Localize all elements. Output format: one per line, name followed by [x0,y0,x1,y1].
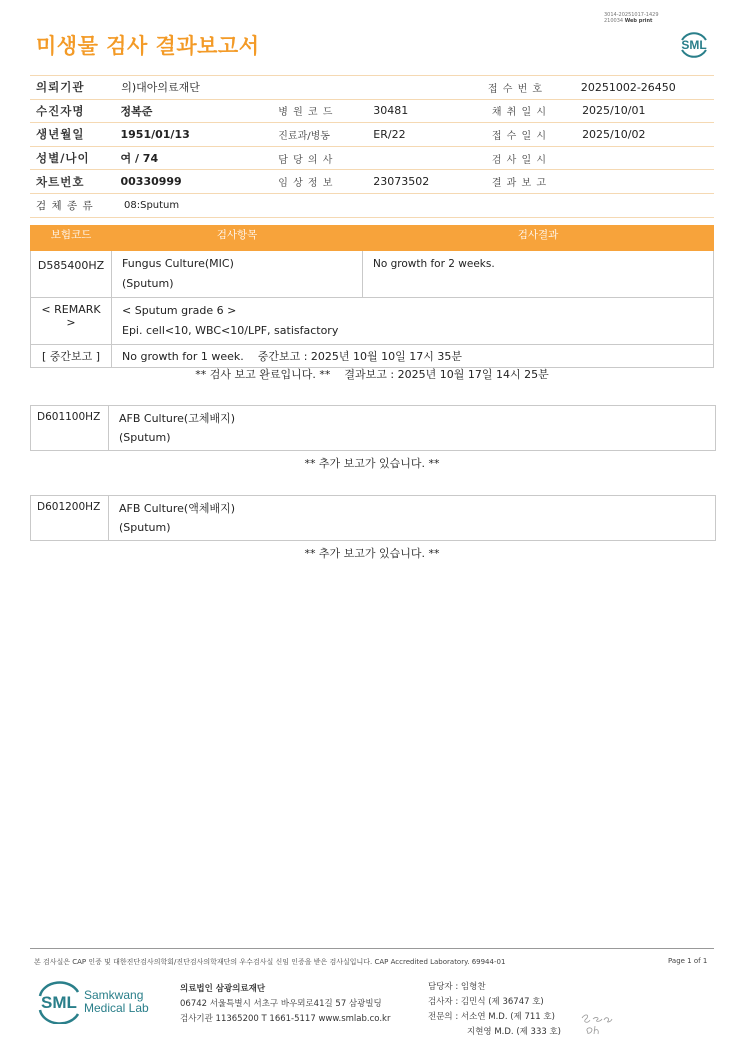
info-row: 의뢰기관 의)대아의료재단 접 수 번 호 20251002-26450 [30,76,714,100]
results-table [30,225,714,368]
staff-tester: 검사자 : 김민식 (제 36747 호) [428,997,544,1007]
print-info: 3014-20251017-1429 210034 Web print [604,12,659,24]
org-name: 의료법인 삼광의료재단 [180,984,266,994]
info-row: 차트번호 00330999 임 상 정 보 23073502 결 과 보 고 [30,170,714,194]
report-complete-note: ** 검사 보고 완료입니다. ** 결과보고 : 2025년 10월 17일 14시 25분 [195,368,549,381]
test-item: AFB Culture(액체배지) (Sputum) [119,502,236,534]
staff-info [428,980,561,1040]
col-header-result: 검사결과 [363,226,714,251]
sml-logo-icon [676,26,712,62]
org-address: 06742 서울특별시 서초구 바우뫼로41길 57 삼광빌딩 [180,999,382,1009]
test-code: D601200HZ [31,496,109,540]
table-row [31,251,714,298]
remark-label: < REMARK > [31,298,112,345]
footer-logo [36,980,166,1028]
svg-text:SML: SML [681,38,707,52]
logo-name-line1: Samkwang [84,988,144,1002]
pending-test-box [30,405,716,451]
interim-text: No growth for 1 week. 중간보고 : 2025년 10월 10일 17시 35분 [112,345,714,368]
patient-info-table [30,75,714,218]
results-header-row [31,226,714,251]
remark-row [31,298,714,345]
remark-text: < Sputum grade 6 > Epi. cell<10, WBC<10/LPF, satisfactory [112,298,714,345]
cert-note: 본 검사실은 CAP 인증 및 대한진단검사의학회/진단검사의학재단의 우수검사실 신임 인증을 받은 검사실입니다. CAP Accredited Laboratory. 69944-01 [34,958,506,966]
test-result: No growth for 2 weeks. [363,251,714,298]
additional-report-note: ** 추가 보고가 있습니다. ** [304,457,440,470]
logo-name-line2: Medical Lab [84,1001,149,1015]
interim-label: [ 중간보고 ] [31,345,112,368]
additional-report-note: ** 추가 보고가 있습니다. ** [304,547,440,560]
org-contact: 검사기관 11365200 T 1661-5117 www.smlab.co.kr [180,1014,391,1024]
info-row: 검 체 종 류 08:Sputum [30,194,714,218]
signature-icon [578,1010,618,1042]
page-number: Page 1 of 1 [668,957,708,965]
test-item: Fungus Culture(MIC) (Sputum) [112,251,363,298]
test-code: D601100HZ [31,406,109,450]
test-item: AFB Culture(고체배지) (Sputum) [119,412,236,444]
footer-divider [30,948,714,949]
col-header-code: 보험코드 [31,226,112,251]
org-info [180,982,390,1027]
info-row: 생년월일 1951/01/13 진료과/병동 ER/22 접 수 일 시 2025/10/02 [30,123,714,147]
col-header-item: 검사항목 [112,226,363,251]
report-title: 미생물 검사 결과보고서 [36,34,260,58]
pending-test-box [30,495,716,541]
staff-incharge: 담당자 : 임형찬 [428,982,486,992]
svg-text:SML: SML [41,993,77,1012]
info-row: 수진자명 정복준 병 원 코 드 30481 채 취 일 시 2025/10/01 [30,100,714,124]
interim-row [31,345,714,368]
test-code: D585400HZ [31,251,112,298]
staff-specialist: 전문의 : 서소연 M.D. (제 711 호) [428,1012,555,1022]
staff-specialist: 지현영 M.D. (제 333 호) [467,1027,562,1037]
info-row: 성별/나이 여 / 74 담 당 의 사 검 사 일 시 [30,147,714,171]
